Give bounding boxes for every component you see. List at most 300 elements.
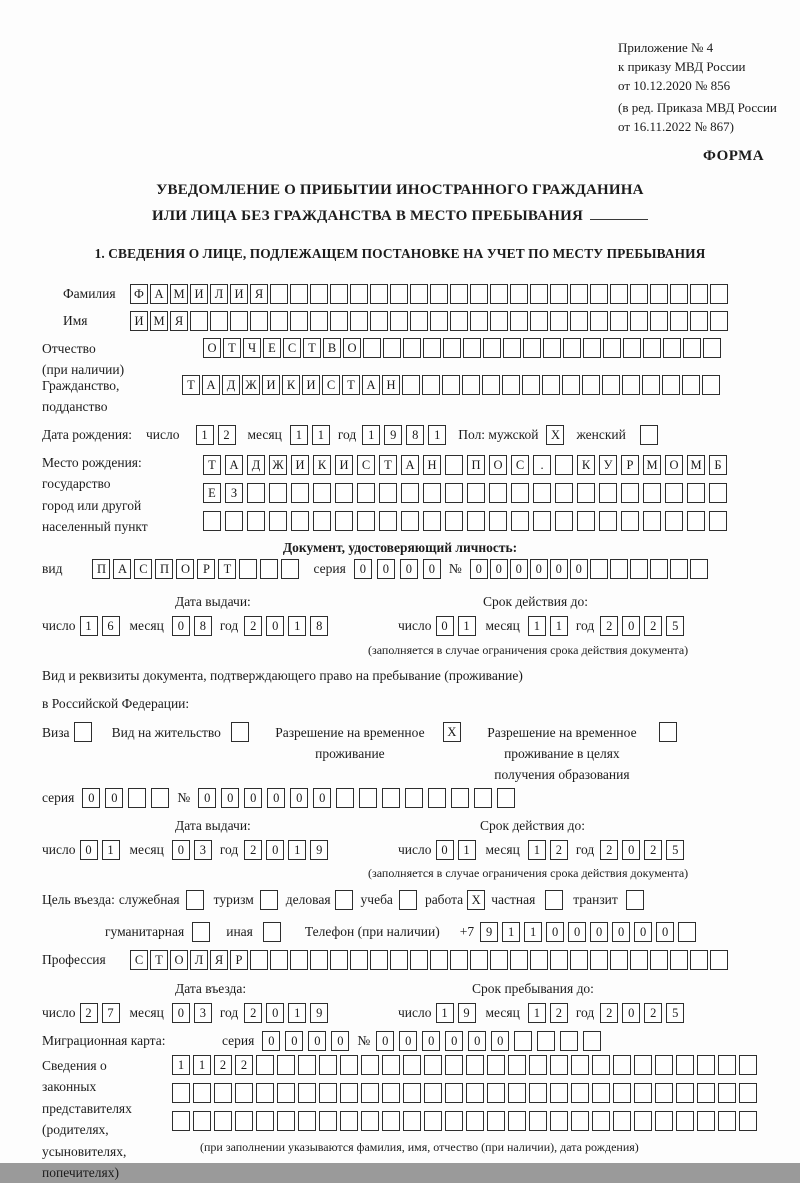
char-box[interactable] bbox=[363, 338, 381, 358]
char-box[interactable] bbox=[697, 1111, 715, 1131]
char-box[interactable] bbox=[563, 338, 581, 358]
char-box[interactable] bbox=[298, 1111, 316, 1131]
char-box[interactable]: 2 bbox=[244, 1003, 262, 1023]
char-box[interactable] bbox=[247, 483, 265, 503]
char-box[interactable] bbox=[739, 1083, 757, 1103]
char-box[interactable] bbox=[487, 1055, 505, 1075]
char-box[interactable] bbox=[290, 950, 308, 970]
char-box[interactable] bbox=[361, 1055, 379, 1075]
char-box[interactable] bbox=[247, 511, 265, 531]
char-box[interactable] bbox=[430, 311, 448, 331]
char-box[interactable] bbox=[361, 1083, 379, 1103]
char-box[interactable]: К bbox=[282, 375, 300, 395]
char-box[interactable]: И bbox=[262, 375, 280, 395]
char-box[interactable]: 5 bbox=[666, 1003, 684, 1023]
char-box[interactable] bbox=[690, 311, 708, 331]
char-box[interactable]: 1 bbox=[528, 1003, 546, 1023]
char-box[interactable]: 0 bbox=[590, 922, 608, 942]
char-box[interactable]: М bbox=[170, 284, 188, 304]
char-box[interactable]: 9 bbox=[384, 425, 402, 445]
char-box[interactable] bbox=[702, 375, 720, 395]
char-box[interactable] bbox=[508, 1083, 526, 1103]
char-box[interactable] bbox=[676, 1083, 694, 1103]
char-box[interactable]: 9 bbox=[310, 1003, 328, 1023]
char-box[interactable]: 2 bbox=[80, 1003, 98, 1023]
char-box[interactable] bbox=[445, 455, 463, 475]
char-box[interactable] bbox=[335, 483, 353, 503]
char-box[interactable] bbox=[622, 375, 640, 395]
char-box[interactable] bbox=[390, 950, 408, 970]
char-box[interactable] bbox=[350, 311, 368, 331]
char-box[interactable] bbox=[443, 338, 461, 358]
char-box[interactable] bbox=[663, 338, 681, 358]
char-box[interactable]: Н bbox=[423, 455, 441, 475]
char-box[interactable]: 7 bbox=[102, 1003, 120, 1023]
char-box[interactable] bbox=[423, 511, 441, 531]
char-box[interactable]: О bbox=[176, 559, 194, 579]
char-box[interactable] bbox=[634, 1083, 652, 1103]
char-box[interactable] bbox=[603, 338, 621, 358]
char-box[interactable] bbox=[514, 1031, 532, 1051]
char-box[interactable] bbox=[470, 950, 488, 970]
char-box[interactable] bbox=[445, 511, 463, 531]
char-box[interactable]: О bbox=[343, 338, 361, 358]
char-box[interactable] bbox=[610, 284, 628, 304]
char-box[interactable] bbox=[359, 788, 377, 808]
char-box[interactable] bbox=[542, 375, 560, 395]
char-box[interactable]: 1 bbox=[290, 425, 308, 445]
char-box[interactable]: 5 bbox=[666, 616, 684, 636]
char-box[interactable]: 0 bbox=[423, 559, 441, 579]
char-box[interactable]: 1 bbox=[312, 425, 330, 445]
char-box[interactable]: 0 bbox=[422, 1031, 440, 1051]
char-box[interactable] bbox=[382, 1083, 400, 1103]
char-box[interactable]: О bbox=[665, 455, 683, 475]
char-box[interactable]: И bbox=[230, 284, 248, 304]
char-box[interactable] bbox=[291, 511, 309, 531]
char-box[interactable] bbox=[676, 1111, 694, 1131]
char-box[interactable] bbox=[463, 338, 481, 358]
char-box[interactable]: Ж bbox=[269, 455, 287, 475]
char-box[interactable] bbox=[502, 375, 520, 395]
char-box[interactable] bbox=[530, 950, 548, 970]
char-box[interactable] bbox=[697, 1055, 715, 1075]
char-box[interactable]: 2 bbox=[244, 616, 262, 636]
char-box[interactable] bbox=[599, 511, 617, 531]
char-box[interactable] bbox=[193, 1111, 211, 1131]
char-box[interactable] bbox=[269, 511, 287, 531]
char-box[interactable] bbox=[450, 284, 468, 304]
char-box[interactable] bbox=[571, 1055, 589, 1075]
char-box[interactable] bbox=[503, 338, 521, 358]
char-box[interactable] bbox=[590, 950, 608, 970]
char-box[interactable]: А bbox=[150, 284, 168, 304]
char-box[interactable] bbox=[550, 284, 568, 304]
char-box[interactable] bbox=[467, 483, 485, 503]
char-box[interactable] bbox=[655, 1111, 673, 1131]
char-box[interactable] bbox=[330, 311, 348, 331]
char-box[interactable] bbox=[690, 284, 708, 304]
char-box[interactable] bbox=[643, 483, 661, 503]
char-box[interactable]: П bbox=[467, 455, 485, 475]
char-box[interactable]: Т bbox=[379, 455, 397, 475]
char-box[interactable]: 0 bbox=[399, 1031, 417, 1051]
char-box[interactable] bbox=[445, 1083, 463, 1103]
char-box[interactable]: 2 bbox=[644, 1003, 662, 1023]
char-box[interactable]: 9 bbox=[310, 840, 328, 860]
char-box[interactable] bbox=[128, 788, 146, 808]
char-box[interactable] bbox=[340, 1111, 358, 1131]
char-box[interactable]: 0 bbox=[267, 788, 285, 808]
char-box[interactable]: 1 bbox=[193, 1055, 211, 1075]
char-box[interactable] bbox=[529, 1055, 547, 1075]
char-box[interactable] bbox=[382, 1055, 400, 1075]
char-box[interactable]: У bbox=[599, 455, 617, 475]
sex-male-checkbox[interactable]: X bbox=[546, 425, 564, 445]
char-box[interactable]: Ж bbox=[242, 375, 260, 395]
char-box[interactable]: Л bbox=[190, 950, 208, 970]
char-box[interactable]: 1 bbox=[80, 616, 98, 636]
char-box[interactable] bbox=[555, 455, 573, 475]
char-box[interactable]: 2 bbox=[244, 840, 262, 860]
char-box[interactable]: 0 bbox=[266, 1003, 284, 1023]
char-box[interactable] bbox=[401, 483, 419, 503]
char-box[interactable]: 0 bbox=[80, 840, 98, 860]
char-box[interactable] bbox=[470, 284, 488, 304]
char-box[interactable] bbox=[570, 950, 588, 970]
char-box[interactable] bbox=[336, 788, 354, 808]
char-box[interactable]: 0 bbox=[468, 1031, 486, 1051]
char-box[interactable] bbox=[592, 1083, 610, 1103]
char-box[interactable]: 8 bbox=[406, 425, 424, 445]
char-box[interactable] bbox=[523, 338, 541, 358]
char-box[interactable]: 0 bbox=[568, 922, 586, 942]
char-box[interactable] bbox=[529, 1111, 547, 1131]
visa-checkbox[interactable] bbox=[74, 722, 92, 742]
char-box[interactable]: Ч bbox=[243, 338, 261, 358]
char-box[interactable] bbox=[630, 284, 648, 304]
char-box[interactable]: 1 bbox=[288, 840, 306, 860]
char-box[interactable] bbox=[382, 1111, 400, 1131]
char-box[interactable] bbox=[379, 483, 397, 503]
char-box[interactable] bbox=[703, 338, 721, 358]
char-box[interactable]: Н bbox=[382, 375, 400, 395]
char-box[interactable]: 0 bbox=[244, 788, 262, 808]
char-box[interactable] bbox=[402, 375, 420, 395]
char-box[interactable] bbox=[277, 1111, 295, 1131]
char-box[interactable] bbox=[405, 788, 423, 808]
char-box[interactable] bbox=[474, 788, 492, 808]
char-box[interactable] bbox=[422, 375, 440, 395]
char-box[interactable]: Т bbox=[203, 455, 221, 475]
char-box[interactable] bbox=[571, 1111, 589, 1131]
char-box[interactable] bbox=[310, 950, 328, 970]
char-box[interactable]: П bbox=[92, 559, 110, 579]
char-box[interactable] bbox=[256, 1111, 274, 1131]
char-box[interactable] bbox=[508, 1111, 526, 1131]
char-box[interactable]: А bbox=[225, 455, 243, 475]
char-box[interactable] bbox=[450, 950, 468, 970]
char-box[interactable] bbox=[214, 1111, 232, 1131]
char-box[interactable]: Л bbox=[210, 284, 228, 304]
char-box[interactable] bbox=[510, 950, 528, 970]
char-box[interactable]: В bbox=[323, 338, 341, 358]
char-box[interactable] bbox=[490, 311, 508, 331]
char-box[interactable] bbox=[277, 1055, 295, 1075]
char-box[interactable] bbox=[430, 284, 448, 304]
char-box[interactable]: С bbox=[322, 375, 340, 395]
char-box[interactable]: 0 bbox=[490, 559, 508, 579]
char-box[interactable] bbox=[670, 950, 688, 970]
char-box[interactable] bbox=[650, 284, 668, 304]
char-box[interactable] bbox=[560, 1031, 578, 1051]
char-box[interactable] bbox=[508, 1055, 526, 1075]
char-box[interactable] bbox=[577, 511, 595, 531]
char-box[interactable] bbox=[445, 1111, 463, 1131]
char-box[interactable] bbox=[423, 338, 441, 358]
char-box[interactable] bbox=[613, 1111, 631, 1131]
char-box[interactable]: 0 bbox=[546, 922, 564, 942]
char-box[interactable]: М bbox=[643, 455, 661, 475]
char-box[interactable] bbox=[445, 1055, 463, 1075]
char-box[interactable] bbox=[270, 311, 288, 331]
char-box[interactable] bbox=[550, 950, 568, 970]
char-box[interactable] bbox=[530, 311, 548, 331]
char-box[interactable] bbox=[697, 1083, 715, 1103]
char-box[interactable] bbox=[235, 1111, 253, 1131]
char-box[interactable]: 0 bbox=[510, 559, 528, 579]
char-box[interactable]: М bbox=[150, 311, 168, 331]
char-box[interactable]: 0 bbox=[172, 616, 190, 636]
char-box[interactable] bbox=[310, 311, 328, 331]
char-box[interactable] bbox=[510, 311, 528, 331]
char-box[interactable]: 3 bbox=[194, 840, 212, 860]
char-box[interactable]: Р bbox=[230, 950, 248, 970]
char-box[interactable] bbox=[590, 559, 608, 579]
char-box[interactable]: 2 bbox=[600, 616, 618, 636]
char-box[interactable]: 1 bbox=[436, 1003, 454, 1023]
char-box[interactable] bbox=[313, 483, 331, 503]
char-box[interactable] bbox=[235, 1083, 253, 1103]
char-box[interactable] bbox=[592, 1055, 610, 1075]
char-box[interactable] bbox=[403, 1111, 421, 1131]
char-box[interactable]: Р bbox=[621, 455, 639, 475]
char-box[interactable] bbox=[709, 483, 727, 503]
char-box[interactable] bbox=[298, 1083, 316, 1103]
char-box[interactable]: . bbox=[533, 455, 551, 475]
char-box[interactable]: С bbox=[511, 455, 529, 475]
char-box[interactable] bbox=[290, 284, 308, 304]
char-box[interactable] bbox=[529, 1083, 547, 1103]
char-box[interactable]: Р bbox=[197, 559, 215, 579]
char-box[interactable] bbox=[428, 788, 446, 808]
char-box[interactable] bbox=[599, 483, 617, 503]
char-box[interactable]: 5 bbox=[666, 840, 684, 860]
char-box[interactable]: 1 bbox=[502, 922, 520, 942]
char-box[interactable] bbox=[361, 1111, 379, 1131]
char-box[interactable] bbox=[151, 788, 169, 808]
char-box[interactable] bbox=[550, 1055, 568, 1075]
char-box[interactable] bbox=[256, 1083, 274, 1103]
char-box[interactable] bbox=[530, 284, 548, 304]
char-box[interactable]: Т bbox=[182, 375, 200, 395]
char-box[interactable]: 0 bbox=[436, 840, 454, 860]
char-box[interactable] bbox=[537, 1031, 555, 1051]
char-box[interactable] bbox=[583, 1031, 601, 1051]
char-box[interactable]: З bbox=[225, 483, 243, 503]
char-box[interactable]: 0 bbox=[470, 559, 488, 579]
char-box[interactable] bbox=[610, 559, 628, 579]
char-box[interactable] bbox=[687, 511, 705, 531]
char-box[interactable] bbox=[550, 1111, 568, 1131]
char-box[interactable]: 0 bbox=[622, 1003, 640, 1023]
char-box[interactable]: 6 bbox=[102, 616, 120, 636]
char-box[interactable] bbox=[710, 311, 728, 331]
char-box[interactable] bbox=[250, 311, 268, 331]
char-box[interactable] bbox=[621, 483, 639, 503]
char-box[interactable]: И bbox=[302, 375, 320, 395]
char-box[interactable] bbox=[543, 338, 561, 358]
char-box[interactable] bbox=[239, 559, 257, 579]
char-box[interactable] bbox=[269, 483, 287, 503]
char-box[interactable]: А bbox=[202, 375, 220, 395]
char-box[interactable] bbox=[533, 511, 551, 531]
char-box[interactable] bbox=[555, 483, 573, 503]
char-box[interactable] bbox=[623, 338, 641, 358]
char-box[interactable]: Я bbox=[170, 311, 188, 331]
char-box[interactable]: И bbox=[291, 455, 309, 475]
char-box[interactable] bbox=[570, 311, 588, 331]
char-box[interactable]: 0 bbox=[221, 788, 239, 808]
purpose-tourism-checkbox[interactable] bbox=[260, 890, 278, 910]
char-box[interactable]: П bbox=[155, 559, 173, 579]
char-box[interactable]: С bbox=[357, 455, 375, 475]
char-box[interactable]: 2 bbox=[214, 1055, 232, 1075]
char-box[interactable] bbox=[487, 1111, 505, 1131]
char-box[interactable] bbox=[450, 311, 468, 331]
char-box[interactable] bbox=[172, 1083, 190, 1103]
char-box[interactable] bbox=[370, 311, 388, 331]
residence-permit-checkbox[interactable] bbox=[231, 722, 249, 742]
char-box[interactable] bbox=[290, 311, 308, 331]
char-box[interactable] bbox=[489, 511, 507, 531]
char-box[interactable] bbox=[634, 1055, 652, 1075]
char-box[interactable]: Б bbox=[709, 455, 727, 475]
char-box[interactable]: О bbox=[489, 455, 507, 475]
char-box[interactable]: 1 bbox=[428, 425, 446, 445]
char-box[interactable]: Е bbox=[263, 338, 281, 358]
char-box[interactable] bbox=[319, 1055, 337, 1075]
char-box[interactable] bbox=[193, 1083, 211, 1103]
char-box[interactable] bbox=[718, 1083, 736, 1103]
temp-residence-checkbox[interactable]: X bbox=[443, 722, 461, 742]
purpose-other-checkbox[interactable] bbox=[263, 922, 281, 942]
char-box[interactable]: 0 bbox=[82, 788, 100, 808]
char-box[interactable] bbox=[650, 950, 668, 970]
char-box[interactable] bbox=[550, 311, 568, 331]
char-box[interactable]: 1 bbox=[196, 425, 214, 445]
char-box[interactable] bbox=[357, 511, 375, 531]
char-box[interactable] bbox=[357, 483, 375, 503]
char-box[interactable]: 1 bbox=[528, 840, 546, 860]
char-box[interactable]: 8 bbox=[194, 616, 212, 636]
char-box[interactable] bbox=[490, 284, 508, 304]
char-box[interactable]: 1 bbox=[550, 616, 568, 636]
char-box[interactable]: А bbox=[401, 455, 419, 475]
char-box[interactable] bbox=[350, 284, 368, 304]
char-box[interactable] bbox=[642, 375, 660, 395]
char-box[interactable]: 2 bbox=[235, 1055, 253, 1075]
char-box[interactable] bbox=[487, 1083, 505, 1103]
char-box[interactable] bbox=[210, 311, 228, 331]
char-box[interactable] bbox=[582, 375, 600, 395]
char-box[interactable]: 0 bbox=[570, 559, 588, 579]
char-box[interactable]: Т bbox=[150, 950, 168, 970]
char-box[interactable] bbox=[678, 922, 696, 942]
char-box[interactable]: 0 bbox=[308, 1031, 326, 1051]
char-box[interactable] bbox=[466, 1111, 484, 1131]
char-box[interactable]: 0 bbox=[550, 559, 568, 579]
char-box[interactable] bbox=[442, 375, 460, 395]
char-box[interactable] bbox=[670, 284, 688, 304]
char-box[interactable] bbox=[630, 559, 648, 579]
char-box[interactable] bbox=[718, 1055, 736, 1075]
char-box[interactable] bbox=[739, 1055, 757, 1075]
char-box[interactable]: 0 bbox=[530, 559, 548, 579]
char-box[interactable] bbox=[298, 1055, 316, 1075]
char-box[interactable]: 1 bbox=[524, 922, 542, 942]
char-box[interactable] bbox=[382, 788, 400, 808]
char-box[interactable] bbox=[410, 950, 428, 970]
char-box[interactable] bbox=[662, 375, 680, 395]
char-box[interactable]: 1 bbox=[102, 840, 120, 860]
char-box[interactable]: И bbox=[130, 311, 148, 331]
char-box[interactable] bbox=[214, 1083, 232, 1103]
char-box[interactable] bbox=[383, 338, 401, 358]
char-box[interactable] bbox=[390, 311, 408, 331]
char-box[interactable]: 0 bbox=[377, 559, 395, 579]
char-box[interactable]: 0 bbox=[445, 1031, 463, 1051]
char-box[interactable] bbox=[650, 559, 668, 579]
char-box[interactable]: 9 bbox=[480, 922, 498, 942]
char-box[interactable]: 1 bbox=[458, 616, 476, 636]
char-box[interactable]: 0 bbox=[612, 922, 630, 942]
char-box[interactable] bbox=[650, 311, 668, 331]
char-box[interactable] bbox=[511, 483, 529, 503]
char-box[interactable]: 0 bbox=[634, 922, 652, 942]
char-box[interactable] bbox=[497, 788, 515, 808]
char-box[interactable]: 0 bbox=[656, 922, 674, 942]
char-box[interactable] bbox=[592, 1111, 610, 1131]
char-box[interactable] bbox=[225, 511, 243, 531]
char-box[interactable]: 0 bbox=[313, 788, 331, 808]
char-box[interactable] bbox=[570, 284, 588, 304]
purpose-official-checkbox[interactable] bbox=[186, 890, 204, 910]
char-box[interactable] bbox=[277, 1083, 295, 1103]
char-box[interactable] bbox=[690, 559, 708, 579]
char-box[interactable]: 0 bbox=[290, 788, 308, 808]
char-box[interactable]: 0 bbox=[400, 559, 418, 579]
char-box[interactable]: И bbox=[335, 455, 353, 475]
char-box[interactable]: 0 bbox=[331, 1031, 349, 1051]
char-box[interactable] bbox=[613, 1055, 631, 1075]
sex-female-checkbox[interactable] bbox=[640, 425, 658, 445]
char-box[interactable] bbox=[330, 950, 348, 970]
char-box[interactable]: 0 bbox=[622, 840, 640, 860]
char-box[interactable] bbox=[670, 311, 688, 331]
temp-residence-education-checkbox[interactable] bbox=[659, 722, 677, 742]
char-box[interactable]: Т bbox=[218, 559, 236, 579]
